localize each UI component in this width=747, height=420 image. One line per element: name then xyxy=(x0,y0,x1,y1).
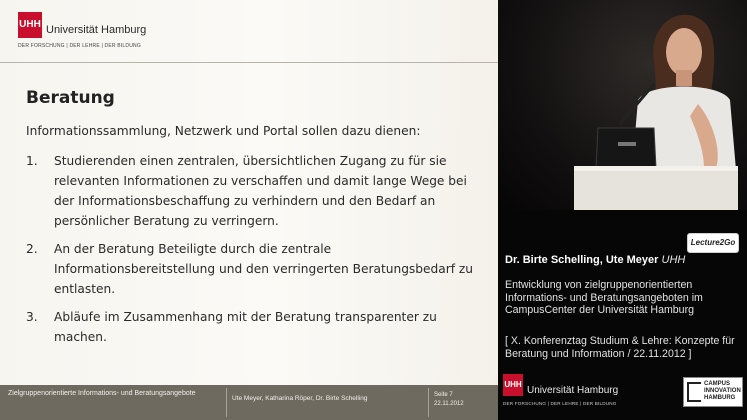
footer-authors: Ute Meyer, Katharina Röper, Dr. Birte Schelling xyxy=(232,395,368,402)
list-number: 1. xyxy=(26,154,38,168)
footer-page: Seite 7 xyxy=(434,392,453,398)
university-tagline: DER FORSCHUNG | DER LEHRE | DER BILDUNG xyxy=(503,401,617,406)
lecture2go-badge[interactable]: Lecture2Go xyxy=(687,233,739,253)
conference-info: [ X. Konferenztag Studium & Lehre: Konzepte für Beratung und Information / 22.11.2012 ] xyxy=(505,335,735,360)
university-logo xyxy=(18,12,168,56)
university-name: Universität Hamburg xyxy=(46,24,147,36)
slide-footer xyxy=(0,385,498,420)
talk-title: Entwicklung von zielgruppenorientierten Informations- und Beratungsangeboten im CampusCenter der Universität Hamburg xyxy=(505,279,703,316)
list-number: 2. xyxy=(26,242,38,256)
list-item xyxy=(26,151,486,231)
footer-divider xyxy=(428,388,429,417)
lecture-info-panel xyxy=(498,210,747,420)
list-number: 3. xyxy=(26,310,38,324)
uhh-logo-mark: UHH xyxy=(503,374,523,396)
slide-intro: Informationssammlung, Netzwerk und Portal sollen dazu dienen: xyxy=(26,124,421,138)
header-divider xyxy=(0,62,498,63)
speaker-video[interactable] xyxy=(498,0,747,210)
university-tagline: DER FORSCHUNG | DER LEHRE | DER BILDUNG xyxy=(18,43,141,49)
footer-divider xyxy=(226,388,227,417)
speaker-line xyxy=(505,254,685,266)
speaker-affiliation: UHH xyxy=(661,254,686,266)
speaker-figure xyxy=(498,0,747,210)
slide-list xyxy=(26,151,486,355)
campus-innovation-logo xyxy=(683,377,743,407)
list-text: An der Beratung Beteiligte durch die zentrale Informationsbereitstellung und den verringerten Beratungsbedarf zu entlasten. xyxy=(54,242,474,296)
campus-logo-icon xyxy=(687,382,701,402)
university-logo xyxy=(503,374,623,414)
list-text: Studierenden einen zentralen, übersichtlichen Zugang zu für sie relevanten Informationen zu verschaffen und damit lange Wege bei der Informationsbeschaffung zu verhindern und den Bedarf an persönlicher Beratung zu verringern. xyxy=(54,154,467,228)
speaker-names: Dr. Birte Schelling, Ute Meyer xyxy=(505,254,659,266)
list-item xyxy=(26,239,486,299)
slide-title: Beratung xyxy=(26,88,115,108)
uhh-logo-mark: UHH xyxy=(18,12,42,38)
footer-date: 22.11.2012 xyxy=(434,401,464,407)
university-name: Universität Hamburg xyxy=(527,385,619,396)
footer-page-info xyxy=(434,391,464,409)
list-text: Abläufe im Zusammenhang mit der Beratung transparenter zu machen. xyxy=(54,310,437,344)
campus-logo-text: CAMPUS INNOVATION HAMBURG xyxy=(704,381,741,401)
list-item xyxy=(26,307,486,347)
footer-title: Zielgruppenorientierte Informations- und Beratungsangebote xyxy=(8,390,196,397)
